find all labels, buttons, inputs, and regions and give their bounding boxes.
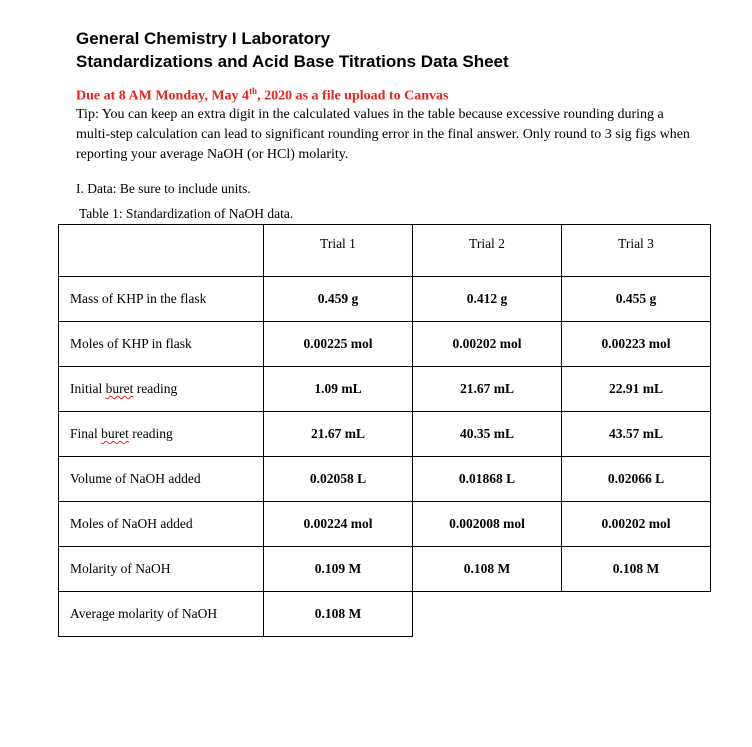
- row-label: Mass of KHP in the flask: [59, 277, 264, 322]
- cell-trial-2: 40.35 mL: [413, 412, 562, 457]
- row-label-suffix: reading: [128, 426, 173, 441]
- cell-trial-3: 0.455 g: [562, 277, 711, 322]
- cell-trial-3: 0.108 M: [562, 547, 711, 592]
- table-row: [59, 412, 711, 457]
- table-row: [59, 547, 711, 592]
- cell-trial-3: 0.00223 mol: [562, 322, 711, 367]
- cell-trial-3: 43.57 mL: [562, 412, 711, 457]
- row-label-prefix: Initial: [70, 381, 106, 396]
- row-label: Molarity of NaOH: [59, 547, 264, 592]
- spellcheck-word: buret: [105, 381, 134, 396]
- cell-trial-3: 22.91 mL: [562, 367, 711, 412]
- due-superscript: th: [249, 86, 258, 96]
- row-label: [59, 412, 264, 457]
- row-label: Moles of NaOH added: [59, 502, 264, 547]
- header-blank-cell: [59, 225, 264, 277]
- row-label: Volume of NaOH added: [59, 457, 264, 502]
- cell-trial-2: 0.00202 mol: [413, 322, 562, 367]
- cell-trial-3: 0.02066 L: [562, 457, 711, 502]
- cell-trial-1: 1.09 mL: [264, 367, 413, 412]
- cell-trial-1: 0.00225 mol: [264, 322, 413, 367]
- table-row: [59, 322, 711, 367]
- cell-trial-1: 0.109 M: [264, 547, 413, 592]
- table-header-row: [59, 225, 711, 277]
- table-row: [59, 502, 711, 547]
- row-label: [59, 367, 264, 412]
- average-label: Average molarity of NaOH: [59, 592, 264, 637]
- row-label-prefix: Final: [70, 426, 102, 441]
- naoh-standardization-table: [58, 224, 711, 637]
- table-row: [59, 457, 711, 502]
- cell-trial-1: 0.02058 L: [264, 457, 413, 502]
- due-suffix: , 2020 as a file upload to Canvas: [257, 88, 449, 104]
- document-subtitle: Standardizations and Acid Base Titrations Data Sheet: [76, 52, 509, 71]
- due-prefix: Due at 8 AM Monday, May 4: [76, 88, 250, 104]
- empty-cell: [413, 592, 562, 637]
- row-label: Moles of KHP in flask: [59, 322, 264, 367]
- document-title: General Chemistry I Laboratory: [76, 29, 331, 48]
- average-value: 0.108 M: [264, 592, 413, 637]
- cell-trial-2: 0.412 g: [413, 277, 562, 322]
- average-row: [59, 592, 711, 637]
- cell-trial-2: 0.108 M: [413, 547, 562, 592]
- cell-trial-3: 0.00202 mol: [562, 502, 711, 547]
- cell-trial-1: 0.459 g: [264, 277, 413, 322]
- row-label-suffix: reading: [133, 381, 178, 396]
- empty-cell: [562, 592, 711, 637]
- header-trial-2: Trial 2: [413, 225, 562, 277]
- cell-trial-1: 0.00224 mol: [264, 502, 413, 547]
- cell-trial-1: 21.67 mL: [264, 412, 413, 457]
- cell-trial-2: 0.01868 L: [413, 457, 562, 502]
- due-date-notice: [76, 86, 448, 105]
- table-row: [59, 367, 711, 412]
- cell-trial-2: 21.67 mL: [413, 367, 562, 412]
- header-trial-3: Trial 3: [562, 225, 711, 277]
- tip-paragraph: Tip: You can keep an extra digit in the calculated values in the table because excessive rounding during a multi-step calculation can lead to significant rounding error in the final answer. Only round to 3 sig figs when reporting your average NaOH (or HCl) molarity.: [76, 107, 690, 162]
- header-trial-1: Trial 1: [264, 225, 413, 277]
- spellcheck-word: buret: [101, 426, 129, 441]
- table-row: [59, 277, 711, 322]
- section-heading: I. Data: Be sure to include units.: [76, 181, 251, 196]
- table-caption: Table 1: Standardization of NaOH data.: [79, 206, 294, 221]
- cell-trial-2: 0.002008 mol: [413, 502, 562, 547]
